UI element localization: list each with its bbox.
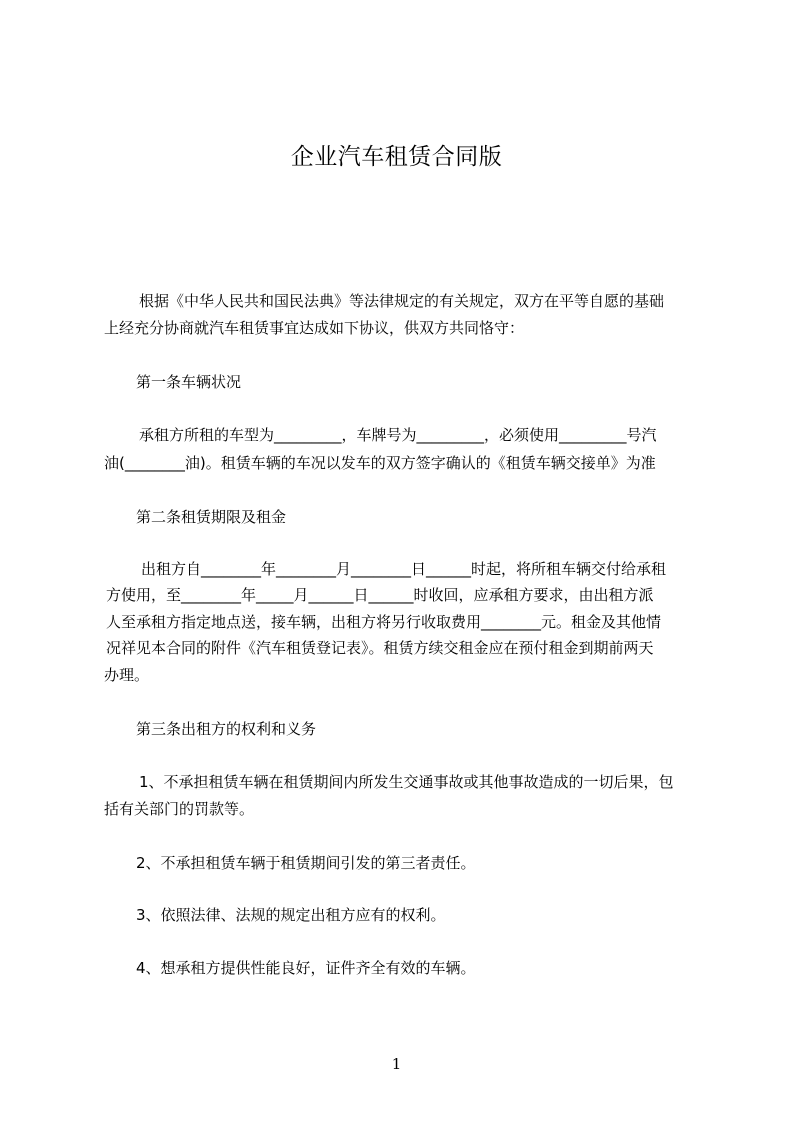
- article-3-heading: 第三条出租方的权利和义务: [136, 720, 317, 738]
- article-2-line-2: 方使用，至________年_____月______日______时收回，应承租方要求，由出租方派: [106, 586, 654, 604]
- page-title: 企业汽车租赁合同版: [290, 144, 503, 170]
- article-1-line-1: 承租方所租的车型为_________，车牌号为_________，必须使用_________号汽: [139, 426, 657, 444]
- article-3-item-2: 2、不承担租赁车辆于租赁期间引发的第三者责任。: [136, 854, 476, 872]
- article-2-line-5: 办理。: [104, 666, 150, 684]
- article-2-line-4: 况祥见本合同的附件《汽车租赁登记表》。租赁方续交租金应在预付租金到期前两天: [106, 639, 654, 657]
- article-2-heading: 第二条租赁期限及租金: [136, 508, 287, 526]
- article-3-item-3: 3、依照法律、法规的规定出租方应有的权利。: [136, 906, 446, 924]
- article-3-item-1-line-1: 1、不承担租赁车辆在租赁期间内所发生交通事故或其他事故造成的一切后果，包: [139, 773, 674, 791]
- article-3-item-4: 4、想承租方提供性能良好，证件齐全有效的车辆。: [136, 959, 476, 977]
- article-2-line-1: 出租方自________年________月________日______时起，将所租车辆交付给承租: [141, 560, 667, 578]
- article-1-heading: 第一条车辆状况: [136, 373, 242, 391]
- preamble-line-1: 根据《中华人民共和国民法典》等法律规定的有关规定，双方在平等自愿的基础: [139, 292, 665, 310]
- article-3-item-1-line-2: 括有关部门的罚款等。: [104, 800, 255, 818]
- preamble-line-2: 上经充分协商就汽车租赁事宜达成如下协议，供双方共同恪守：: [104, 319, 525, 337]
- page-number: 1: [391, 1055, 402, 1073]
- article-1-line-2: 油(________油)。租赁车辆的车况以发车的双方签字确认的《租赁车辆交接单》为准: [104, 454, 656, 472]
- article-2-line-3: 人至承租方指定地点送，接车辆，出租方将另行收取费用________元。租金及其他情: [106, 613, 662, 631]
